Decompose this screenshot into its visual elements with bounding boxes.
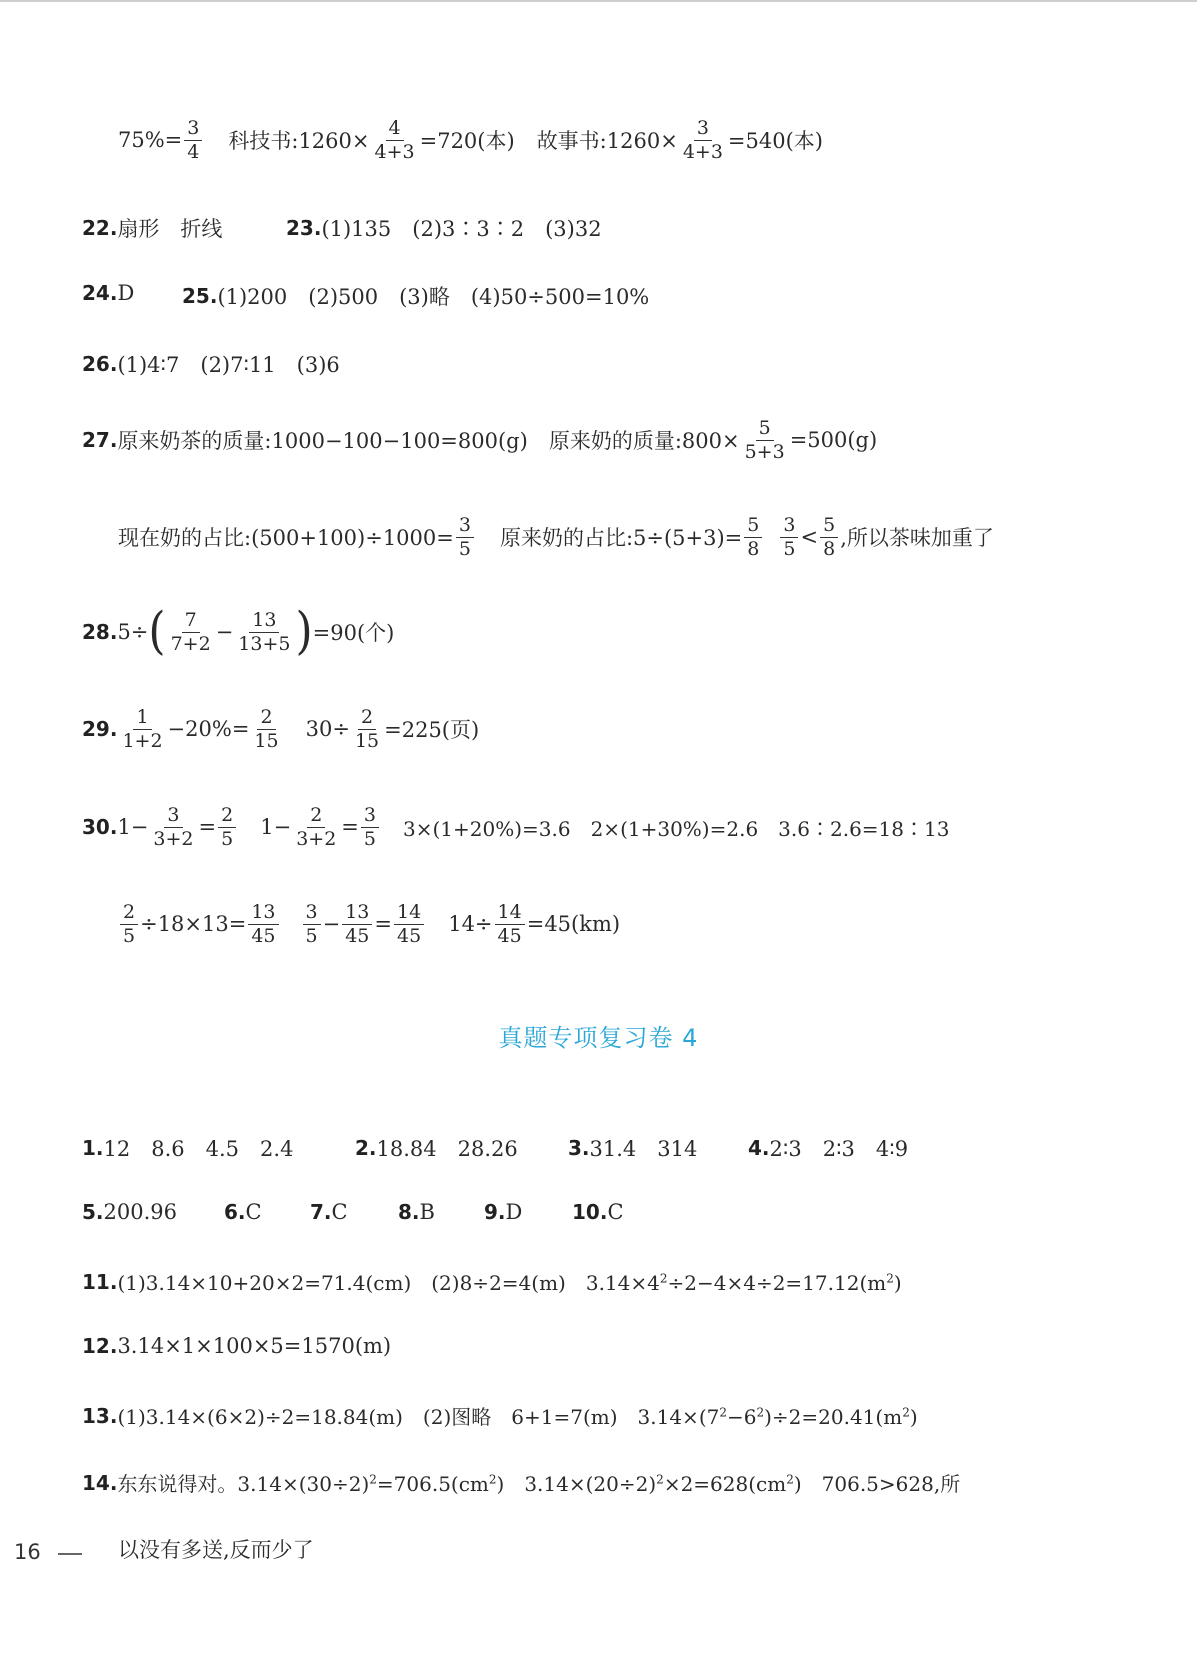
question-number: 6. [224, 1200, 246, 1224]
answer-text: D [117, 281, 135, 305]
question-number: 2. [355, 1136, 377, 1160]
question-number: 5. [82, 1200, 104, 1224]
answer-text: D [505, 1200, 523, 1224]
story-book-label: 故事书:1260× [536, 129, 678, 154]
question-number: 14. [82, 1470, 118, 1495]
left-paren: ( [148, 602, 166, 662]
answer-text: 以没有多送,反而少了 [118, 1538, 314, 1562]
fraction: $\frac{7}{7+2}$ [170, 609, 211, 655]
question-number: 29. [82, 717, 118, 742]
story-book-result: =540(本) [727, 129, 823, 154]
fraction: $\frac{2}{15}$ [354, 706, 380, 752]
answer-text: 14÷ [448, 912, 493, 937]
answer-text: ,所以茶味加重了 [840, 526, 994, 551]
answer-text: (1)3.14×(6×2)÷2=18.84(m) (2)图略 6+1=7(m) $3.14\times(7^2-6^2)\div 2=20.41(m^2)$ [117, 1405, 918, 1429]
answer-text: =90(个) [312, 621, 395, 646]
answer-text: C [607, 1200, 624, 1224]
section-title: 真题专项复习卷 4 [498, 1024, 699, 1052]
equals-sign: = [341, 815, 359, 840]
answer-text: 扇形 折线 [117, 217, 223, 241]
question-number: 25. [182, 284, 218, 308]
fraction: $\frac{14}{45}$ [394, 902, 424, 947]
answer-text: 现在奶的占比:(500+100)÷1000= [118, 526, 454, 551]
fraction: $\frac{5}{5+3}$ [744, 417, 785, 463]
question-number: 22. [82, 216, 118, 240]
question-number: 1. [82, 1136, 104, 1160]
answer-text: 东东说得对。$3.14\times(30\div 2)^2=706.5(cm^2)$ $3.14\times(20\div 2)^2\times 2=628(cm^2)$ 706.5>628,所 [117, 1472, 961, 1496]
answer-text: =500(g) [789, 428, 878, 453]
answer-text: 3.14×1×100×5=1570(m) [117, 1334, 392, 1358]
answer-text: 1− [260, 815, 292, 840]
fraction: $\frac{3}{3+2}$ [153, 804, 194, 850]
page-number-dash [58, 1553, 82, 1555]
answer-text: 30÷ [305, 717, 350, 742]
answer-text: =45(km) [526, 912, 621, 937]
question-number: 12. [82, 1334, 118, 1358]
answer-text: ÷18×13= [140, 912, 247, 937]
fraction: $\frac{13}{45}$ [342, 902, 372, 947]
answer-text: (1)200 (2)500 (3)略 (4)50÷500=10% [217, 285, 650, 309]
fraction: $\frac{2}{15}$ [254, 706, 279, 752]
question-number: 8. [398, 1200, 420, 1224]
question-number: 30. [82, 815, 118, 840]
fraction: $\frac{2}{3+2}$ [296, 804, 337, 850]
fraction: $\frac{14}{45}$ [495, 902, 525, 947]
question-number: 13. [82, 1403, 118, 1428]
answer-text: (1)4∶7 (2)7∶11 (3)6 [117, 353, 340, 377]
minus-sign: − [322, 912, 341, 937]
percent-text: 75%= [118, 128, 183, 153]
equals-sign: = [374, 912, 393, 937]
fraction: $\frac{2}{5}$ [120, 902, 138, 947]
minus-sign: − [215, 620, 234, 645]
fraction: $\frac{3}{5}$ [456, 515, 474, 560]
right-paren: ) [295, 602, 313, 662]
fraction: $\frac{3}{5}$ [303, 902, 321, 947]
less-than: < [800, 525, 819, 550]
question-number: 11. [82, 1269, 118, 1294]
answer-text: 200.96 [103, 1200, 177, 1224]
answer-text: (1)135 (2)3∶3∶2 (3)32 [321, 217, 602, 241]
page-number: 16 [14, 1540, 41, 1564]
answer-text: 31.4 314 [589, 1137, 698, 1161]
answer-text: 原来奶茶的质量:1000−100−100=800(g) 原来奶的质量:800× [117, 429, 740, 454]
answer-text: C [245, 1200, 262, 1224]
question-number: 26. [82, 352, 118, 376]
fraction: $\frac{3}{5}$ [780, 515, 798, 560]
question-number: 24. [82, 281, 118, 305]
answer-text: C [331, 1200, 348, 1224]
answer-text: −20%= [167, 717, 250, 742]
fraction: $\frac{4}{4+3}$ [374, 117, 415, 163]
answer-text: =225(页) [384, 718, 480, 743]
question-number: 4. [748, 1136, 770, 1160]
fraction: $\frac{1}{1+2}$ [122, 706, 163, 752]
fraction: $\frac{3}{4}$ [184, 118, 202, 163]
question-number: 28. [82, 620, 118, 645]
equals-sign: = [198, 815, 217, 840]
fraction: $\frac{5}{8}$ [820, 515, 838, 560]
answer-text: 1− [117, 815, 149, 840]
answer-text: 5÷ [117, 620, 149, 645]
science-book-result: =720(本) [419, 129, 515, 154]
top-border [0, 0, 1197, 2]
answer-text: (1)3.14×10+20×2=71.4(cm) (2)8÷2=4(m) $3.14\times 4^2\div 2-4\times 4\div 2=17.12(m^2)$ [117, 1271, 902, 1295]
fraction: $\frac{13}{13+5}$ [238, 609, 291, 655]
question-number: 3. [568, 1136, 590, 1160]
question-number: 9. [484, 1200, 506, 1224]
fraction: $\frac{2}{5}$ [218, 805, 236, 850]
question-number: 23. [286, 216, 322, 240]
question-number: 27. [82, 428, 118, 453]
answer-text: 18.84 28.26 [376, 1137, 518, 1161]
fraction: $\frac{5}{8}$ [744, 515, 762, 560]
fraction: $\frac{3}{5}$ [361, 805, 379, 850]
answer-text: B [419, 1200, 435, 1224]
question-number: 7. [310, 1200, 332, 1224]
fraction: $\frac{3}{4+3}$ [682, 117, 723, 163]
question-number: 10. [572, 1200, 608, 1224]
science-book-label: 科技书:1260× [228, 129, 370, 154]
answer-text: 原来奶的占比:5÷(5+3)= [499, 526, 743, 551]
answer-text: 3×(1+20%)=3.6 2×(1+30%)=2.6 3.6∶2.6=18∶13 [403, 816, 950, 841]
answer-text: 2∶3 2∶3 4∶9 [769, 1137, 909, 1161]
fraction: $\frac{13}{45}$ [248, 902, 278, 947]
answer-text: 12 8.6 4.5 2.4 [103, 1137, 294, 1161]
